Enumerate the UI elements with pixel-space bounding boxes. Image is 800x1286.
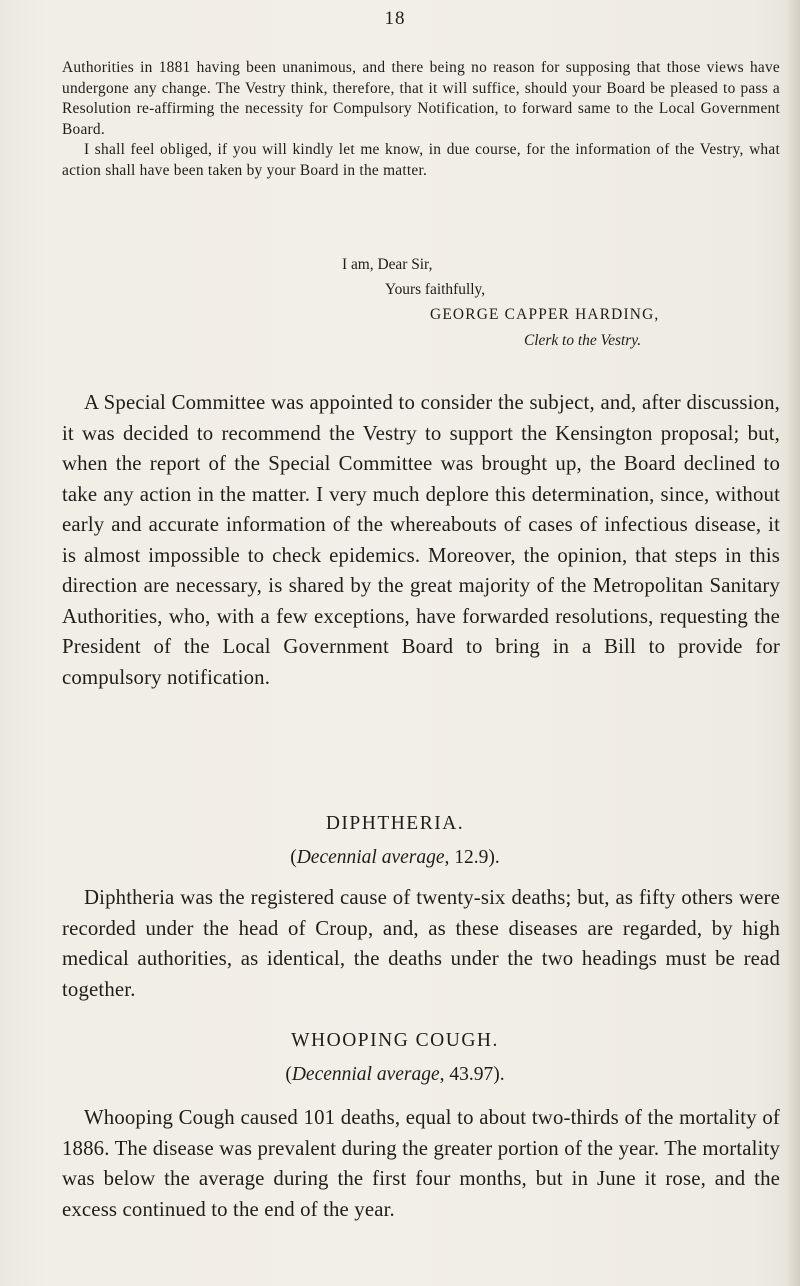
committee-paragraph: A Special Committee was appointed to consider the subject, and, after discussion, it was decided to recommend the Vestry to support the Kensington proposal; but, when the report of the Special Committee was brought up, the Board declined to take any action in the matter. I very much deplore this determination, since, without early and accurate information of the whereabouts of cases of infectious disease, it is almost impossible to check epidemics. Moreover, the opinion, that steps in this direction are necessary, is shared by the great majority of the Metropolitan Sanitary Authorities, who, with a few exceptions, have forwarded resolutions, requesting the President of the Local Government Board to bring in a Bill to provide for compulsory notification. (62, 391, 780, 689)
letter-signature: GEORGE CAPPER HARDING, (430, 306, 660, 323)
whooping-cough-section (62, 1103, 780, 1225)
whooping-cough-average-label: Decennial average (291, 1064, 440, 1085)
whooping-cough-heading: WHOOPING COUGH. (291, 1030, 499, 1051)
letter-signature-title: Clerk to the Vestry. (524, 332, 642, 349)
letter-closing-salutation: I am, Dear Sir, (342, 256, 433, 273)
diphtheria-section (62, 883, 780, 1005)
diphtheria-average-label: Decennial average (296, 847, 445, 868)
diphtheria-paragraph: Diphtheria was the registered cause of twenty-six deaths; but, as fifty others were recorded under the head of Croup, and, as these diseases are regarded, by high medical authorities, as identical, the deaths under the two headings must be read together. (62, 886, 780, 1001)
page-edge-shadow (786, 0, 800, 1286)
whooping-cough-average-value: 43.97 (449, 1064, 494, 1085)
diphtheria-heading: DIPHTHERIA. (325, 813, 465, 834)
whooping-cough-average: (Decennial average, 43.97). (285, 1064, 505, 1085)
whooping-cough-paragraph: Whooping Cough caused 101 deaths, equal to about two-thirds of the mortality of 1886. The disease was prevalent during the greater portion of the year. The mortality was below the average during the first four months, but in June it rose, and the excess continued to the end of the year. (62, 1106, 780, 1221)
committee-section (62, 388, 780, 693)
letter-paragraph-2: I shall feel obliged, if you will kindly let me know, in due course, for the information of the Vestry, what action shall have been taken by your Board in the matter. (62, 141, 780, 179)
diphtheria-average: (Decennial average, 12.9). (290, 847, 500, 868)
letter-closing-valediction: Yours faithfully, (385, 281, 486, 298)
letter-paragraph-1: Authorities in 1881 having been unanimous, and there being no reason for supposing that those views have undergone any change. The Vestry think, therefore, that it will suffice, should your Board be pleased to pass a Resolution re-affirming the necessity for Compulsory Notification, to forward same to the Local Government Board. (62, 59, 780, 138)
page-number: 18 (384, 8, 406, 29)
diphtheria-average-value: 12.9 (454, 847, 489, 868)
letter-body (62, 58, 780, 182)
